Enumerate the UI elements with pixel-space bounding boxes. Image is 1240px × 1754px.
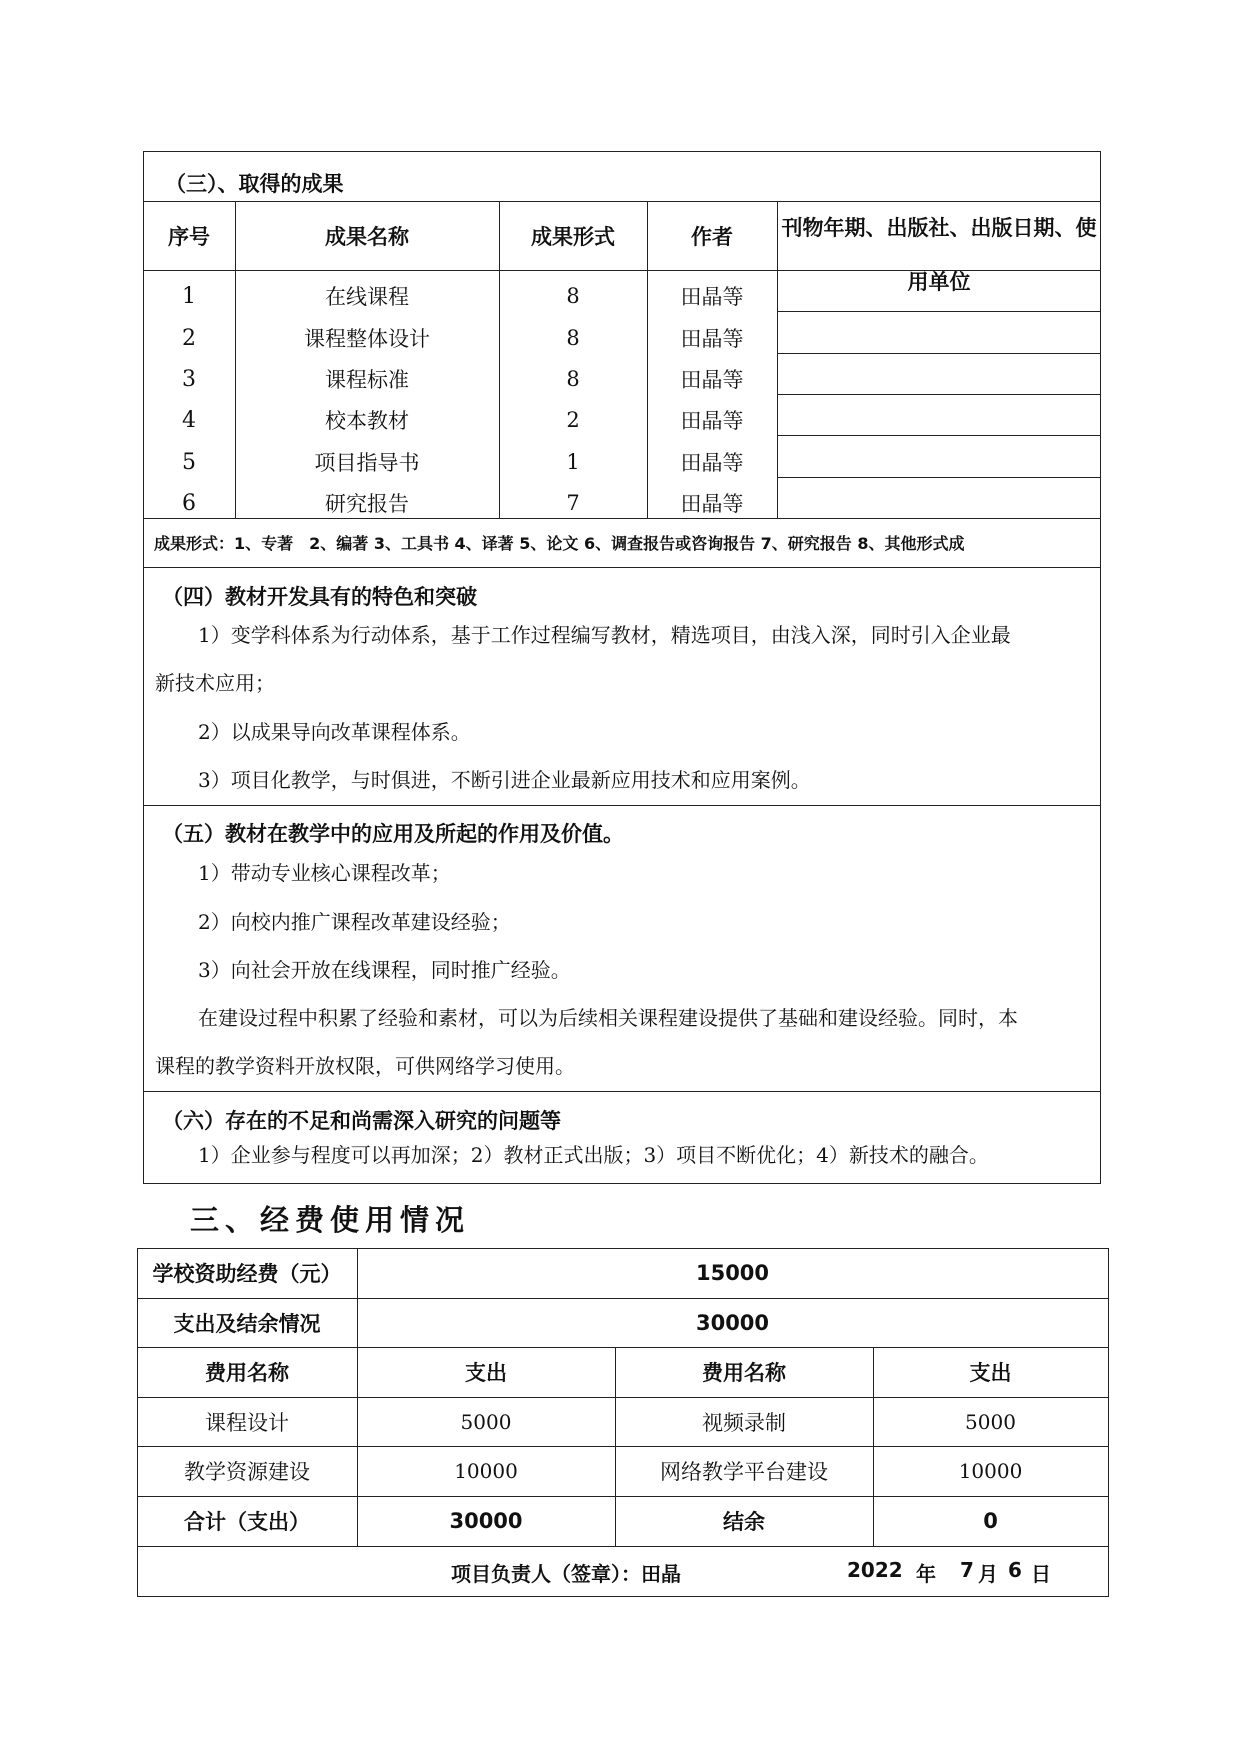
date-day-unit: 日 [1031, 1562, 1051, 1586]
row-name: 在线课程 [325, 285, 409, 309]
date-year: 2022 [847, 1558, 903, 1582]
expense-name-2: 网络教学平台建设 [660, 1460, 828, 1484]
row-form: 1 [566, 450, 580, 474]
row-no: 6 [182, 490, 196, 516]
achievements-heading: （三）、取得的成果 [165, 172, 344, 196]
date-month-unit: 月 [978, 1562, 998, 1586]
expense-amount-2: 5000 [965, 1409, 1016, 1434]
application-paragraph-4a: 在建设过程中积累了经验和素材，可以为后续相关课程建设提供了基础和建设经验。同时，本 [198, 1006, 1018, 1030]
application-paragraph-2: 2）向校内推广课程改革建设经验； [198, 910, 511, 934]
row-author: 田晶等 [680, 451, 744, 475]
application-heading: （五）教材在教学中的应用及所起的作用及价值。 [162, 822, 624, 846]
row-publication [777, 402, 1101, 438]
row-form: 2 [566, 408, 580, 432]
achievements-legend: 成果形式：1、专著 2、编著 3、工具书 4、译著 5、论文 6、调查报告或咨询报告 7、研究报告 8、其他形式成 [154, 534, 965, 553]
row-author: 田晶等 [680, 368, 744, 392]
row-author: 田晶等 [680, 492, 744, 516]
row-name: 课程整体设计 [304, 327, 430, 351]
row-no: 1 [182, 283, 196, 309]
features-paragraph-3: 3）项目化教学，与时俱进，不断引进企业最新应用技术和应用案例。 [198, 768, 811, 792]
col-header-amount-1: 支出 [465, 1361, 507, 1385]
row-no: 2 [182, 325, 196, 351]
col-header-form: 成果形式 [531, 225, 615, 249]
col-header-author: 作者 [691, 225, 733, 249]
application-paragraph-1: 1）带动专业核心课程改革； [198, 861, 451, 885]
row-publication [777, 361, 1101, 397]
features-heading: （四）教材开发具有的特色和突破 [162, 585, 477, 609]
date-month: 7 [960, 1558, 974, 1582]
row-name: 项目指导书 [314, 451, 420, 475]
issues-heading: （六）存在的不足和尚需深入研究的问题等 [162, 1109, 561, 1133]
row-name: 研究报告 [325, 492, 409, 516]
row-author: 田晶等 [680, 409, 744, 433]
row-author: 田晶等 [680, 285, 744, 309]
application-paragraph-3: 3）向社会开放在线课程，同时推广经验。 [198, 958, 571, 982]
school-funding-label: 学校资助经费（元） [152, 1262, 342, 1286]
expense-amount-1: 10000 [454, 1459, 518, 1483]
features-paragraph-1b: 新技术应用； [155, 671, 275, 695]
balance-label: 结余 [723, 1510, 765, 1534]
row-form: 8 [566, 326, 580, 350]
row-name: 课程标准 [325, 368, 409, 392]
spending-value: 30000 [695, 1310, 770, 1335]
row-form: 8 [566, 284, 580, 308]
row-no: 5 [182, 449, 196, 475]
row-no: 4 [182, 407, 196, 433]
row-no: 3 [182, 366, 196, 392]
total-label: 合计（支出） [184, 1510, 310, 1534]
issues-paragraph-1: 1）企业参与程度可以再加深；2）教材正式出版；3）项目不断优化；4）新技术的融合。 [198, 1143, 989, 1167]
date-year-unit: 年 [916, 1562, 936, 1586]
balance-value: 0 [983, 1509, 998, 1533]
row-publication [777, 278, 1101, 314]
row-publication [777, 485, 1101, 521]
col-header-expense-name-2: 费用名称 [702, 1361, 786, 1385]
row-form: 8 [566, 367, 580, 391]
expense-name-2: 视频录制 [702, 1410, 786, 1435]
row-publication [777, 320, 1101, 356]
signature-label: 项目负责人（签章）：田晶 [451, 1562, 681, 1586]
col-header-publication: 刊物年期、出版社、出版日期、使用单位 [781, 216, 1097, 294]
application-paragraph-4b: 课程的教学资料开放权限，可供网络学习使用。 [155, 1054, 575, 1078]
col-header-amount-2: 支出 [969, 1361, 1012, 1385]
school-funding-value: 15000 [695, 1261, 770, 1285]
row-author: 田晶等 [680, 327, 744, 351]
features-paragraph-2: 2）以成果导向改革课程体系。 [198, 720, 471, 744]
expense-name-1: 教学资源建设 [184, 1460, 310, 1484]
row-publication [777, 444, 1101, 480]
row-form: 7 [566, 491, 580, 515]
features-paragraph-1a: 1）变学科体系为行动体系，基于工作过程编写教材，精选项目，由浅入深，同时引入企业最 [198, 623, 1011, 647]
funding-section-title: 三、经费使用情况 [190, 1203, 471, 1237]
expense-amount-1: 5000 [460, 1409, 512, 1434]
expense-name-1: 课程设计 [205, 1410, 289, 1435]
spending-label: 支出及结余情况 [173, 1311, 321, 1336]
col-header-name: 成果名称 [325, 225, 409, 249]
col-header-no: 序号 [168, 225, 210, 249]
col-header-expense-name-1: 费用名称 [205, 1361, 289, 1385]
expense-amount-2: 10000 [958, 1459, 1023, 1483]
date-day: 6 [1008, 1558, 1022, 1582]
row-name: 校本教材 [325, 409, 409, 433]
total-value: 30000 [449, 1509, 523, 1533]
